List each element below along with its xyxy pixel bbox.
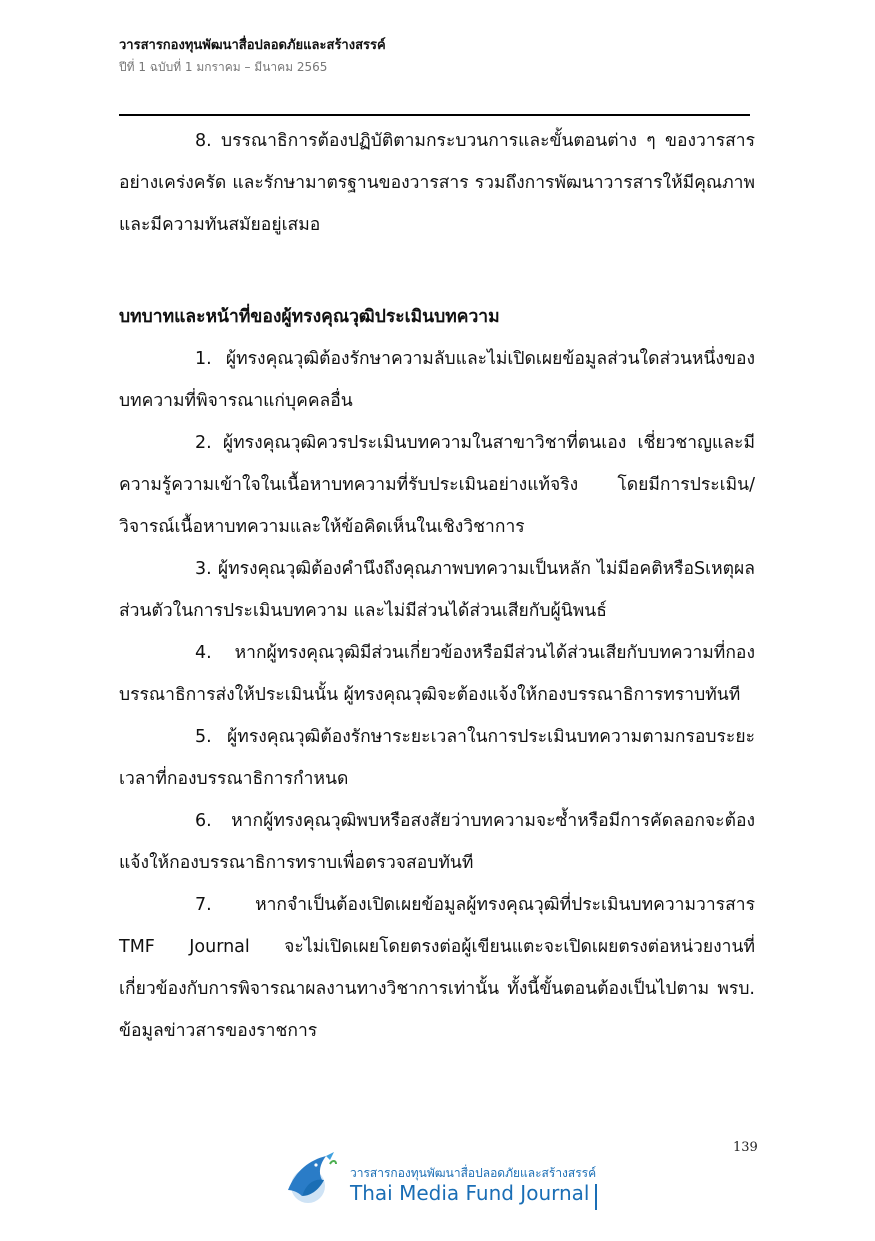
header-divider (119, 114, 750, 116)
journal-title: วารสารกองทุนพัฒนาสื่อปลอดภัยและสร้างสรรค์ (119, 38, 386, 53)
reviewer-duty-item: 7. หากจำเป็นต้องเปิดเผยข้อมูลผู้ทรงคุณวุฒิที่ประเมินบทความวารสาร TMF Journal จะไม่เปิดเผยโดยตรงต่อผู้เขียนแตะจะเปิดเผยตรงต่อหน่วยงานที่เกี่ยวข้องกับการพิจารณาผลงานทางวิชาการเท่านั้น ทั้งนี้ขั้นตอนต้องเป็นไปตาม พรบ. ข้อมูลข่าวสารของราชการ (119, 895, 755, 1041)
reviewer-duty-item: 6. หากผู้ทรงคุณวุฒิพบหรือสงสัยว่าบทความจะซ้ำหรือมีการคัดลอกจะต้องแจ้งให้กองบรรณาธิการทราบเพื่อตรวจสอบทันที (119, 811, 755, 873)
section-heading: บทบาทและหน้าที่ของผู้ทรงคุณวุฒิประเมินบทความ (119, 307, 500, 327)
article-body (119, 120, 755, 1052)
reviewer-duty-item: 5. ผู้ทรงคุณวุฒิต้องรักษาระยะเวลาในการประเมินบทความตามกรอบระยะเวลาที่กองบรรณาธิการกำหนด (119, 727, 755, 789)
reviewer-duty-item: 1. ผู้ทรงคุณวุฒิต้องรักษาความลับและไม่เปิดเผยข้อมูลส่วนใดส่วนหนึ่งของบทความที่พิจารณาแก่บุคคลอื่น (119, 349, 755, 411)
issue-info: ปีที่ 1 ฉบับที่ 1 มกราคม – มีนาคม 2565 (119, 60, 328, 74)
dove-logo-icon (280, 1150, 340, 1208)
running-header (119, 36, 759, 76)
journal-footer-logo (280, 1150, 610, 1215)
footer-english-name: Thai Media Fund Journal (350, 1181, 590, 1205)
reviewer-duty-item: 4. หากผู้ทรงคุณวุฒิมีส่วนเกี่ยวข้องหรือมีส่วนได้ส่วนเสียกับบทความที่กองบรรณาธิการส่งให้ประเมินนั้น ผู้ทรงคุณวุฒิจะต้องแจ้งให้กองบรรณาธิการทราบทันที (119, 643, 755, 705)
footer-thai-name: วารสารกองทุนพัฒนาสื่อปลอดภัยและสร้างสรรค์ (350, 1166, 597, 1180)
page-number: 139 (733, 1140, 758, 1155)
reviewer-duty-item: 2. ผู้ทรงคุณวุฒิควรประเมินบทความในสาขาวิชาที่ตนเอง เชี่ยวชาญและมีความรู้ความเข้าใจในเนื้อหาบทความที่รับประเมินอย่างแท้จริง โดยมีการประเมิน/ วิจารณ์เนื้อหาบทความและให้ข้อคิดเห็นในเชิงวิชาการ (119, 433, 755, 537)
reviewer-duty-item: 3. ผู้ทรงคุณวุฒิต้องคำนึงถึงคุณภาพบทความเป็นหลัก ไม่มีอคติหรือSเหตุผล ส่วนตัวในการประเมินบทความ และไม่มีส่วนได้ส่วนเสียกับผู้นิพนธ์ (119, 559, 755, 621)
intro-paragraph: 8. บรรณาธิการต้องปฏิบัติตามกระบวนการและขั้นตอนต่าง ๆ ของวารสาร อย่างเคร่งครัด และรักษามาตรฐานของวารสาร รวมถึงการพัฒนาวารสารให้มีคุณภาพและมีความทันสมัยอยู่เสมอ (119, 131, 755, 235)
footer-accent-bar (595, 1184, 597, 1210)
